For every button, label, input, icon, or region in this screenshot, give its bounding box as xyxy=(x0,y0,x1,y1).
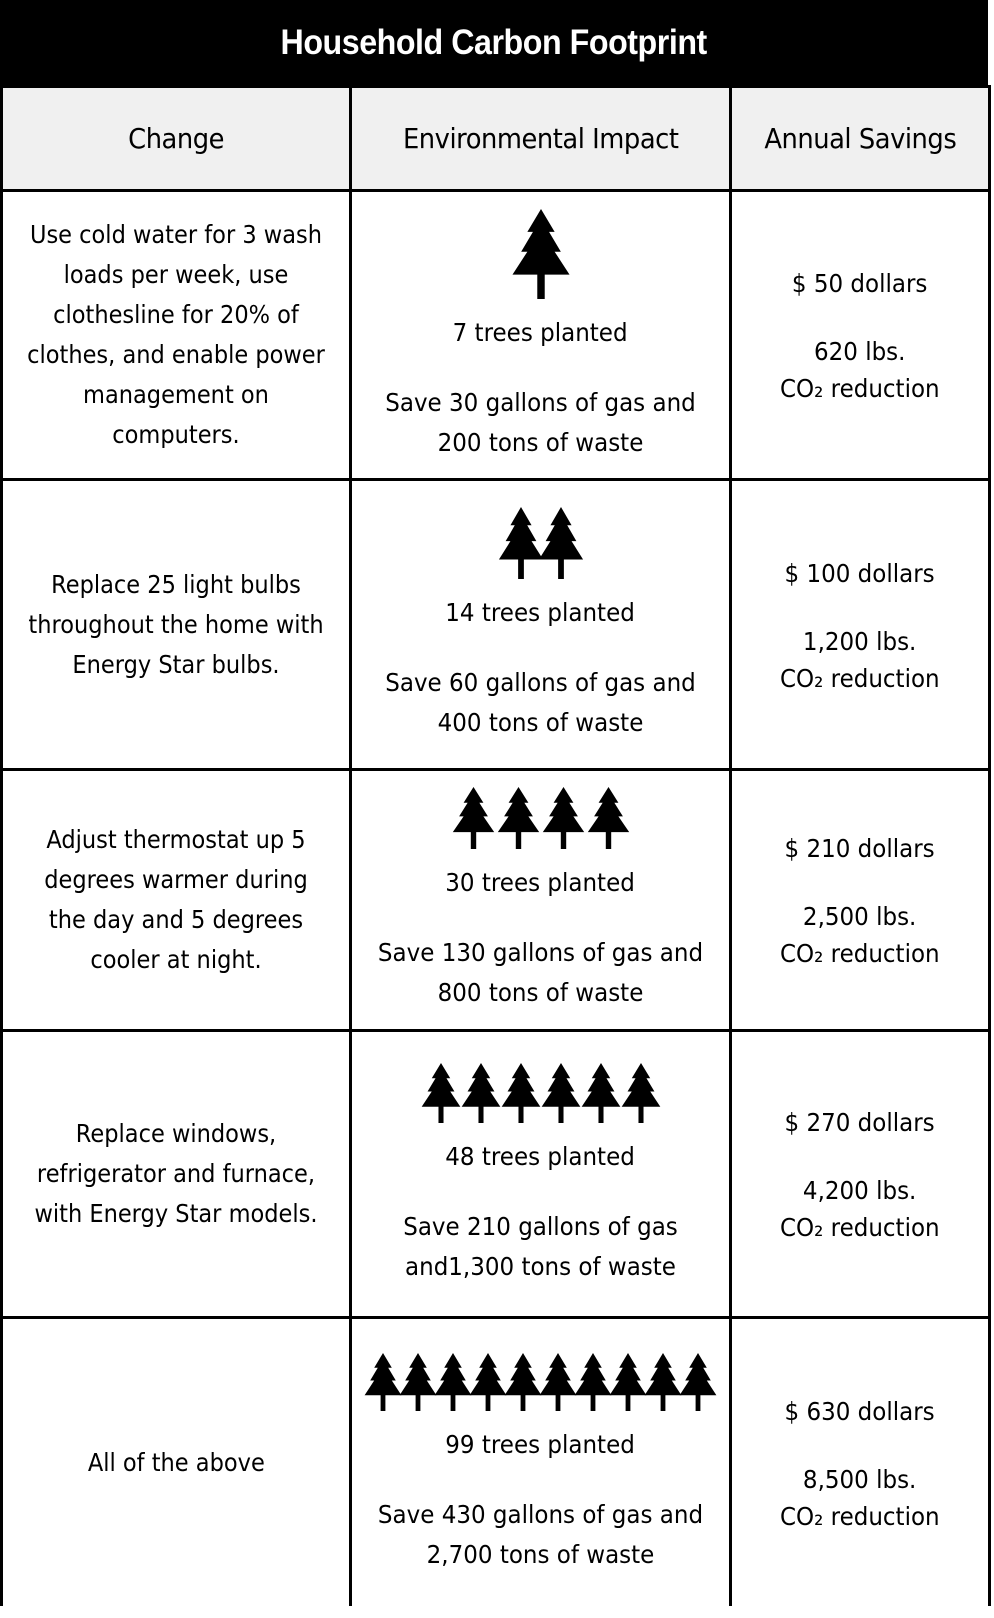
co2-label: CO₂ reduction xyxy=(780,1501,940,1531)
change-cell: Adjust thermostat up 5 degrees warmer during the day and 5 degrees cooler at night. xyxy=(2,770,351,1031)
tree-icons xyxy=(510,207,572,299)
column-header-impact: Environmental Impact xyxy=(351,87,731,191)
pine-tree-icon xyxy=(573,1353,613,1411)
impact-cell xyxy=(351,1318,731,1607)
co2-lbs: 1,200 lbs. xyxy=(803,626,917,656)
save-text: Save 130 gallons of gas and 800 tons of waste xyxy=(377,938,704,1007)
pine-tree-icon xyxy=(496,787,541,849)
pine-tree-icon xyxy=(541,787,586,849)
dollar-savings: $ 100 dollars xyxy=(784,558,936,588)
tree-icons xyxy=(497,507,585,579)
change-cell: Replace windows, refrigerator and furnace, with Energy Star models. xyxy=(2,1031,351,1318)
table-row xyxy=(2,1318,990,1607)
pine-tree-icon xyxy=(580,1063,622,1123)
co2-label: CO₂ reduction xyxy=(780,663,940,693)
pine-tree-icon xyxy=(420,1063,462,1123)
trees-planted: 7 trees planted xyxy=(453,318,628,347)
pine-tree-icon xyxy=(678,1353,718,1411)
table-row xyxy=(2,770,990,1031)
co2-lbs: 8,500 lbs. xyxy=(803,1464,917,1494)
save-text: Save 60 gallons of gas and 400 tons of waste xyxy=(385,667,696,737)
pine-tree-icon xyxy=(503,1353,543,1411)
header-row xyxy=(2,87,990,191)
title-bar xyxy=(0,0,988,85)
pine-tree-icon xyxy=(537,507,585,579)
savings-cell xyxy=(731,191,990,480)
trees-planted: 30 trees planted xyxy=(445,868,636,897)
pine-tree-icon xyxy=(500,1063,542,1123)
impact-cell xyxy=(351,191,731,480)
impact-cell xyxy=(351,770,731,1031)
pine-tree-icon xyxy=(468,1353,508,1411)
pine-tree-icon xyxy=(620,1063,662,1123)
impact-cell xyxy=(351,480,731,770)
tree-icons xyxy=(363,1351,718,1411)
savings-cell xyxy=(731,480,990,770)
pine-tree-icon xyxy=(433,1353,473,1411)
pine-tree-icon xyxy=(510,209,572,299)
pine-tree-icon xyxy=(608,1353,648,1411)
pine-tree-icon xyxy=(460,1063,502,1123)
savings-cell xyxy=(731,1031,990,1318)
pine-tree-icon xyxy=(363,1353,403,1411)
footprint-table xyxy=(0,85,991,1606)
tree-icons xyxy=(451,787,631,849)
pine-tree-icon xyxy=(540,1063,582,1123)
change-cell: All of the above xyxy=(2,1318,351,1607)
dollar-savings: $ 270 dollars xyxy=(784,1108,936,1137)
table-row xyxy=(2,480,990,770)
trees-planted: 99 trees planted xyxy=(445,1429,636,1459)
pine-tree-icon xyxy=(538,1353,578,1411)
table-row xyxy=(2,191,990,480)
co2-label: CO₂ reduction xyxy=(780,1213,940,1242)
column-header-change: Change xyxy=(2,87,351,191)
pine-tree-icon xyxy=(451,787,496,849)
page-title: Household Carbon Footprint xyxy=(280,22,708,62)
dollar-savings: $ 630 dollars xyxy=(784,1396,936,1426)
change-cell: Replace 25 light bulbs throughout the home with Energy Star bulbs. xyxy=(2,480,351,770)
savings-cell xyxy=(731,770,990,1031)
co2-label: CO₂ reduction xyxy=(780,939,940,968)
savings-cell xyxy=(731,1318,990,1607)
pine-tree-icon xyxy=(586,787,631,849)
co2-lbs: 620 lbs. xyxy=(814,337,906,366)
co2-lbs: 2,500 lbs. xyxy=(803,902,917,931)
save-text: Save 30 gallons of gas and 200 tons of waste xyxy=(385,388,696,457)
table-row xyxy=(2,1031,990,1318)
trees-planted: 14 trees planted xyxy=(445,597,636,627)
pine-tree-icon xyxy=(398,1353,438,1411)
pine-tree-icon xyxy=(643,1353,683,1411)
co2-lbs: 4,200 lbs. xyxy=(803,1176,917,1205)
tree-icons xyxy=(420,1061,662,1123)
change-cell: Use cold water for 3 wash loads per week, use clothesline for 20% of clothes, and enable power management on computers. xyxy=(2,191,351,480)
trees-planted: 48 trees planted xyxy=(445,1142,636,1171)
impact-cell xyxy=(351,1031,731,1318)
column-header-savings: Annual Savings xyxy=(731,87,990,191)
dollar-savings: $ 50 dollars xyxy=(792,269,928,298)
dollar-savings: $ 210 dollars xyxy=(784,834,936,863)
co2-label: CO₂ reduction xyxy=(780,374,940,403)
save-text: Save 210 gallons of gas and1,300 tons of waste xyxy=(403,1212,678,1281)
save-text: Save 430 gallons of gas and 2,700 tons of waste xyxy=(377,1499,704,1569)
